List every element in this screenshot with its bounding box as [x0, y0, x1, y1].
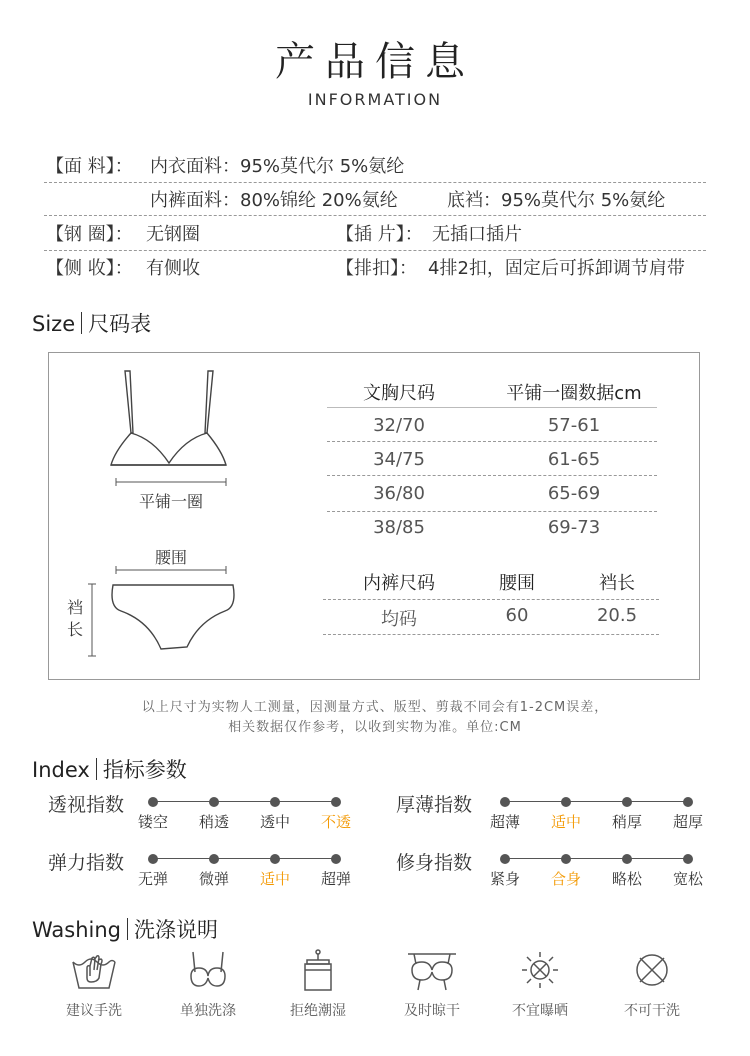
scale-option: 稍透 [198, 813, 229, 831]
bra-measure-label: 平铺一圈 [138, 492, 203, 511]
bra-measure-cell: 69-73 [547, 517, 601, 538]
measure-line-icon [115, 477, 227, 487]
washing-section-heading [32, 914, 218, 944]
index-scale [500, 797, 693, 807]
scale-option: 略松 [611, 870, 642, 888]
index-label: 修身指数 [396, 852, 473, 874]
divider [44, 182, 706, 183]
side-label: 【侧 收】： [46, 258, 133, 279]
wire-label: 【钢 圈】： [46, 224, 133, 245]
fabric-label: 【面 料】： [46, 156, 133, 177]
pad-value: 无插口插片 [432, 224, 522, 245]
scale-dot [209, 797, 219, 807]
size-title-cn: 尺码表 [88, 312, 152, 336]
index-title-en: Index [32, 758, 90, 782]
scale-line [153, 801, 336, 802]
panty-crotch-cell: 20.5 [596, 605, 638, 626]
panty-table-header: 内裤尺码 [363, 573, 435, 594]
bra-table-header: 平铺一圈数据cm [506, 383, 642, 404]
bra-wash-icon [183, 948, 233, 992]
index-scale [500, 854, 693, 864]
index-scale [148, 854, 341, 864]
crotch-fabric: 底裆：95%莫代尔 5%氨纶 [447, 190, 666, 211]
scale-dot [331, 854, 341, 864]
heading-separator [96, 758, 97, 780]
table-divider [327, 441, 657, 442]
scale-option-selected: 不透 [320, 813, 351, 831]
page-title: 产品信息 [275, 39, 475, 85]
wash-label: 不可干洗 [624, 1003, 680, 1019]
scale-option: 稍厚 [611, 813, 642, 831]
scale-option: 超厚 [672, 813, 703, 831]
bra-measure-cell: 61-65 [547, 449, 601, 470]
pad-label: 【插 片】： [336, 224, 423, 245]
bra-size-cell: 32/70 [373, 415, 425, 436]
panty-table-header: 腰围 [499, 573, 535, 594]
scale-dot [209, 854, 219, 864]
wash-label: 单独洗涤 [180, 1003, 236, 1019]
scale-option: 镂空 [137, 813, 168, 831]
index-label: 厚薄指数 [396, 794, 473, 816]
scale-dot [331, 797, 341, 807]
index-section-heading [32, 754, 187, 784]
scale-dot [270, 854, 280, 864]
scale-dot [500, 797, 510, 807]
scale-dot [683, 797, 693, 807]
scale-dot [561, 797, 571, 807]
wash-item [268, 948, 368, 1020]
heading-separator [81, 312, 82, 334]
panty-table-header: 裆长 [599, 573, 635, 594]
scale-dot [683, 854, 693, 864]
bra-size-cell: 38/85 [373, 517, 425, 538]
wash-item [382, 948, 482, 1020]
panty-size-cell: 均码 [381, 609, 417, 630]
no-damp-icon [293, 948, 343, 992]
table-divider [327, 475, 657, 476]
scale-option: 无弹 [137, 870, 168, 888]
table-divider [323, 634, 659, 635]
size-note-line2: 相关数据仅作参考，以收到实物为准。单位:CM [228, 720, 522, 735]
wash-label: 不宜曝晒 [512, 1003, 568, 1019]
no-dry-clean-icon [627, 948, 677, 992]
hand-wash-icon [69, 948, 119, 992]
index-label: 弹力指数 [48, 852, 125, 874]
wash-label: 及时晾干 [404, 1003, 460, 1019]
washing-title-cn: 洗涤说明 [134, 918, 219, 942]
size-note-line1: 以上尺寸为实物人工测量，因测量方式、版型、剪裁不同会有1-2CM误差， [141, 700, 609, 715]
top-fabric: 内衣面料：95%莫代尔 5%氨纶 [150, 156, 405, 177]
crotch-length-label: 裆长 [66, 598, 83, 639]
waist-label: 腰围 [154, 548, 187, 567]
page-subtitle: INFORMATION [307, 90, 443, 109]
index-title-cn: 指标参数 [102, 758, 187, 782]
vertical-measure-icon [87, 583, 97, 657]
scale-option-selected: 适中 [550, 813, 581, 831]
bra-size-cell: 34/75 [373, 449, 425, 470]
scale-dot [500, 854, 510, 864]
scale-option-selected: 合身 [550, 870, 581, 888]
buckle-value: 4排2扣，固定后可拆卸调节肩带 [428, 258, 685, 279]
wash-label: 建议手洗 [66, 1003, 122, 1019]
wash-item [44, 948, 144, 1020]
size-chart-box [48, 352, 700, 680]
panty-diagram-icon [107, 581, 239, 655]
size-section-heading [32, 308, 151, 338]
measure-line-icon [115, 565, 227, 575]
divider [44, 215, 706, 216]
bra-measure-cell: 65-69 [547, 483, 601, 504]
wire-value: 无钢圈 [146, 224, 200, 245]
scale-line [505, 858, 688, 859]
table-divider [327, 407, 657, 408]
scale-option: 透中 [259, 813, 290, 831]
table-divider [323, 599, 659, 600]
scale-option: 超薄 [489, 813, 520, 831]
scale-line [153, 858, 336, 859]
scale-option: 超弹 [320, 870, 351, 888]
bra-diagram-icon [105, 367, 235, 471]
no-sun-icon [515, 948, 565, 992]
scale-option-selected: 适中 [259, 870, 290, 888]
scale-dot [561, 854, 571, 864]
buckle-label: 【排扣】： [336, 258, 417, 279]
index-scale [148, 797, 341, 807]
bra-measure-cell: 57-61 [547, 415, 601, 436]
scale-line [505, 801, 688, 802]
heading-separator [127, 918, 128, 940]
wash-item [490, 948, 590, 1020]
panty-waist-cell: 60 [505, 605, 529, 626]
washing-title-en: Washing [32, 918, 122, 942]
scale-dot [148, 854, 158, 864]
scale-dot [622, 797, 632, 807]
bottom-fabric: 内裤面料：80%锦纶 20%氨纶 [150, 190, 398, 211]
scale-dot [148, 797, 158, 807]
size-title-en: Size [32, 312, 76, 336]
wash-label: 拒绝潮湿 [290, 1003, 346, 1019]
wash-item [602, 948, 702, 1020]
table-divider [327, 511, 657, 512]
bra-table-header: 文胸尺码 [363, 383, 435, 404]
wash-item [158, 948, 258, 1020]
scale-option: 紧身 [489, 870, 520, 888]
hang-dry-icon [404, 948, 460, 992]
index-label: 透视指数 [48, 794, 125, 816]
bra-size-cell: 36/80 [373, 483, 425, 504]
scale-dot [622, 854, 632, 864]
side-value: 有侧收 [146, 258, 200, 279]
scale-dot [270, 797, 280, 807]
scale-option: 宽松 [672, 870, 703, 888]
divider [44, 250, 706, 251]
scale-option: 微弹 [198, 870, 229, 888]
